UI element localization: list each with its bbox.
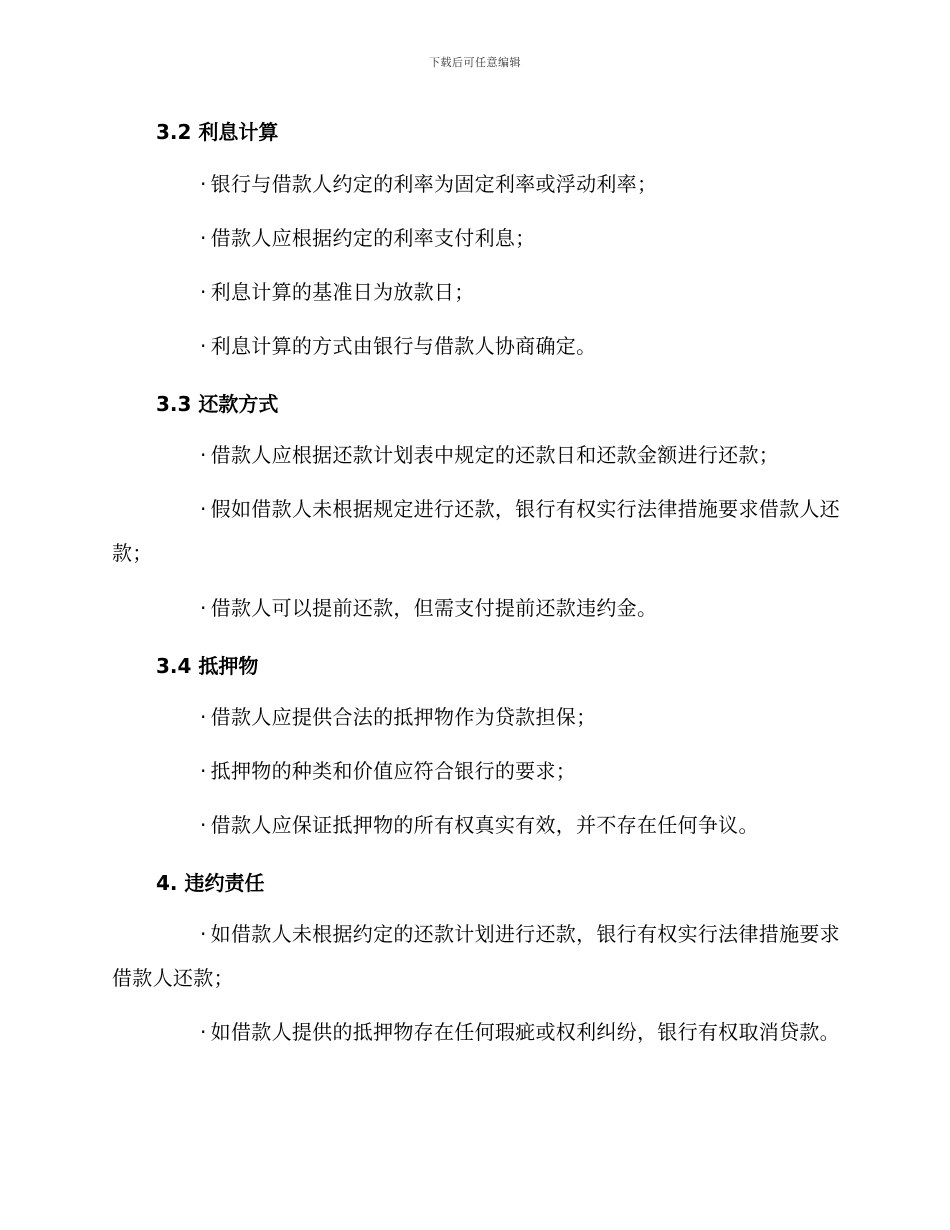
bullet-icon: · <box>200 172 207 196</box>
bullet-icon: · <box>200 759 207 783</box>
section-heading-3-2: 3.2 利息计算 <box>156 120 279 144</box>
section-heading-3-3: 3.3 还款方式 <box>156 392 279 416</box>
list-item: · 利息计算的基准日为放款日； <box>112 270 842 314</box>
list-item: · 银行与借款人约定的利率为固定利率或浮动利率； <box>112 162 842 206</box>
list-item: · 借款人应提供合法的抵押物作为贷款担保； <box>112 695 842 739</box>
bullet-icon: · <box>200 1020 207 1044</box>
page-header: 下载后可任意编辑 <box>429 56 521 69</box>
list-item: · 借款人应保证抵押物的所有权真实有效，并不存在任何争议。 <box>112 803 842 847</box>
list-item: · 抵押物的种类和价值应符合银行的要求； <box>112 749 842 793</box>
bullet-icon: · <box>200 497 207 521</box>
section-heading-4: 4. 违约责任 <box>156 871 265 895</box>
section-heading-3-4: 3.4 抵押物 <box>156 654 259 678</box>
list-item: · 如借款人提供的抵押物存在任何瑕疵或权利纠纷，银行有权取消贷款。 <box>112 1010 842 1054</box>
list-item: · 利息计算的方式由银行与借款人协商确定。 <box>112 324 842 368</box>
bullet-icon: · <box>200 226 207 250</box>
bullet-icon: · <box>200 813 207 837</box>
list-item: · 假如借款人未根据规定进行还款，银行有权实行法律措施要求借款人还款； <box>112 487 842 575</box>
bullet-icon: · <box>200 280 207 304</box>
list-item: · 借款人应根据还款计划表中规定的还款日和还款金额进行还款； <box>112 433 842 477</box>
bullet-icon: · <box>200 596 207 620</box>
list-item: · 借款人可以提前还款，但需支付提前还款违约金。 <box>112 586 842 630</box>
list-item: · 借款人应根据约定的利率支付利息； <box>112 216 842 260</box>
bullet-icon: · <box>200 334 207 358</box>
bullet-icon: · <box>200 443 207 467</box>
bullet-icon: · <box>200 922 207 946</box>
list-item: · 如借款人未根据约定的还款计划进行还款，银行有权实行法律措施要求借款人还款； <box>112 912 842 1000</box>
bullet-icon: · <box>200 705 207 729</box>
